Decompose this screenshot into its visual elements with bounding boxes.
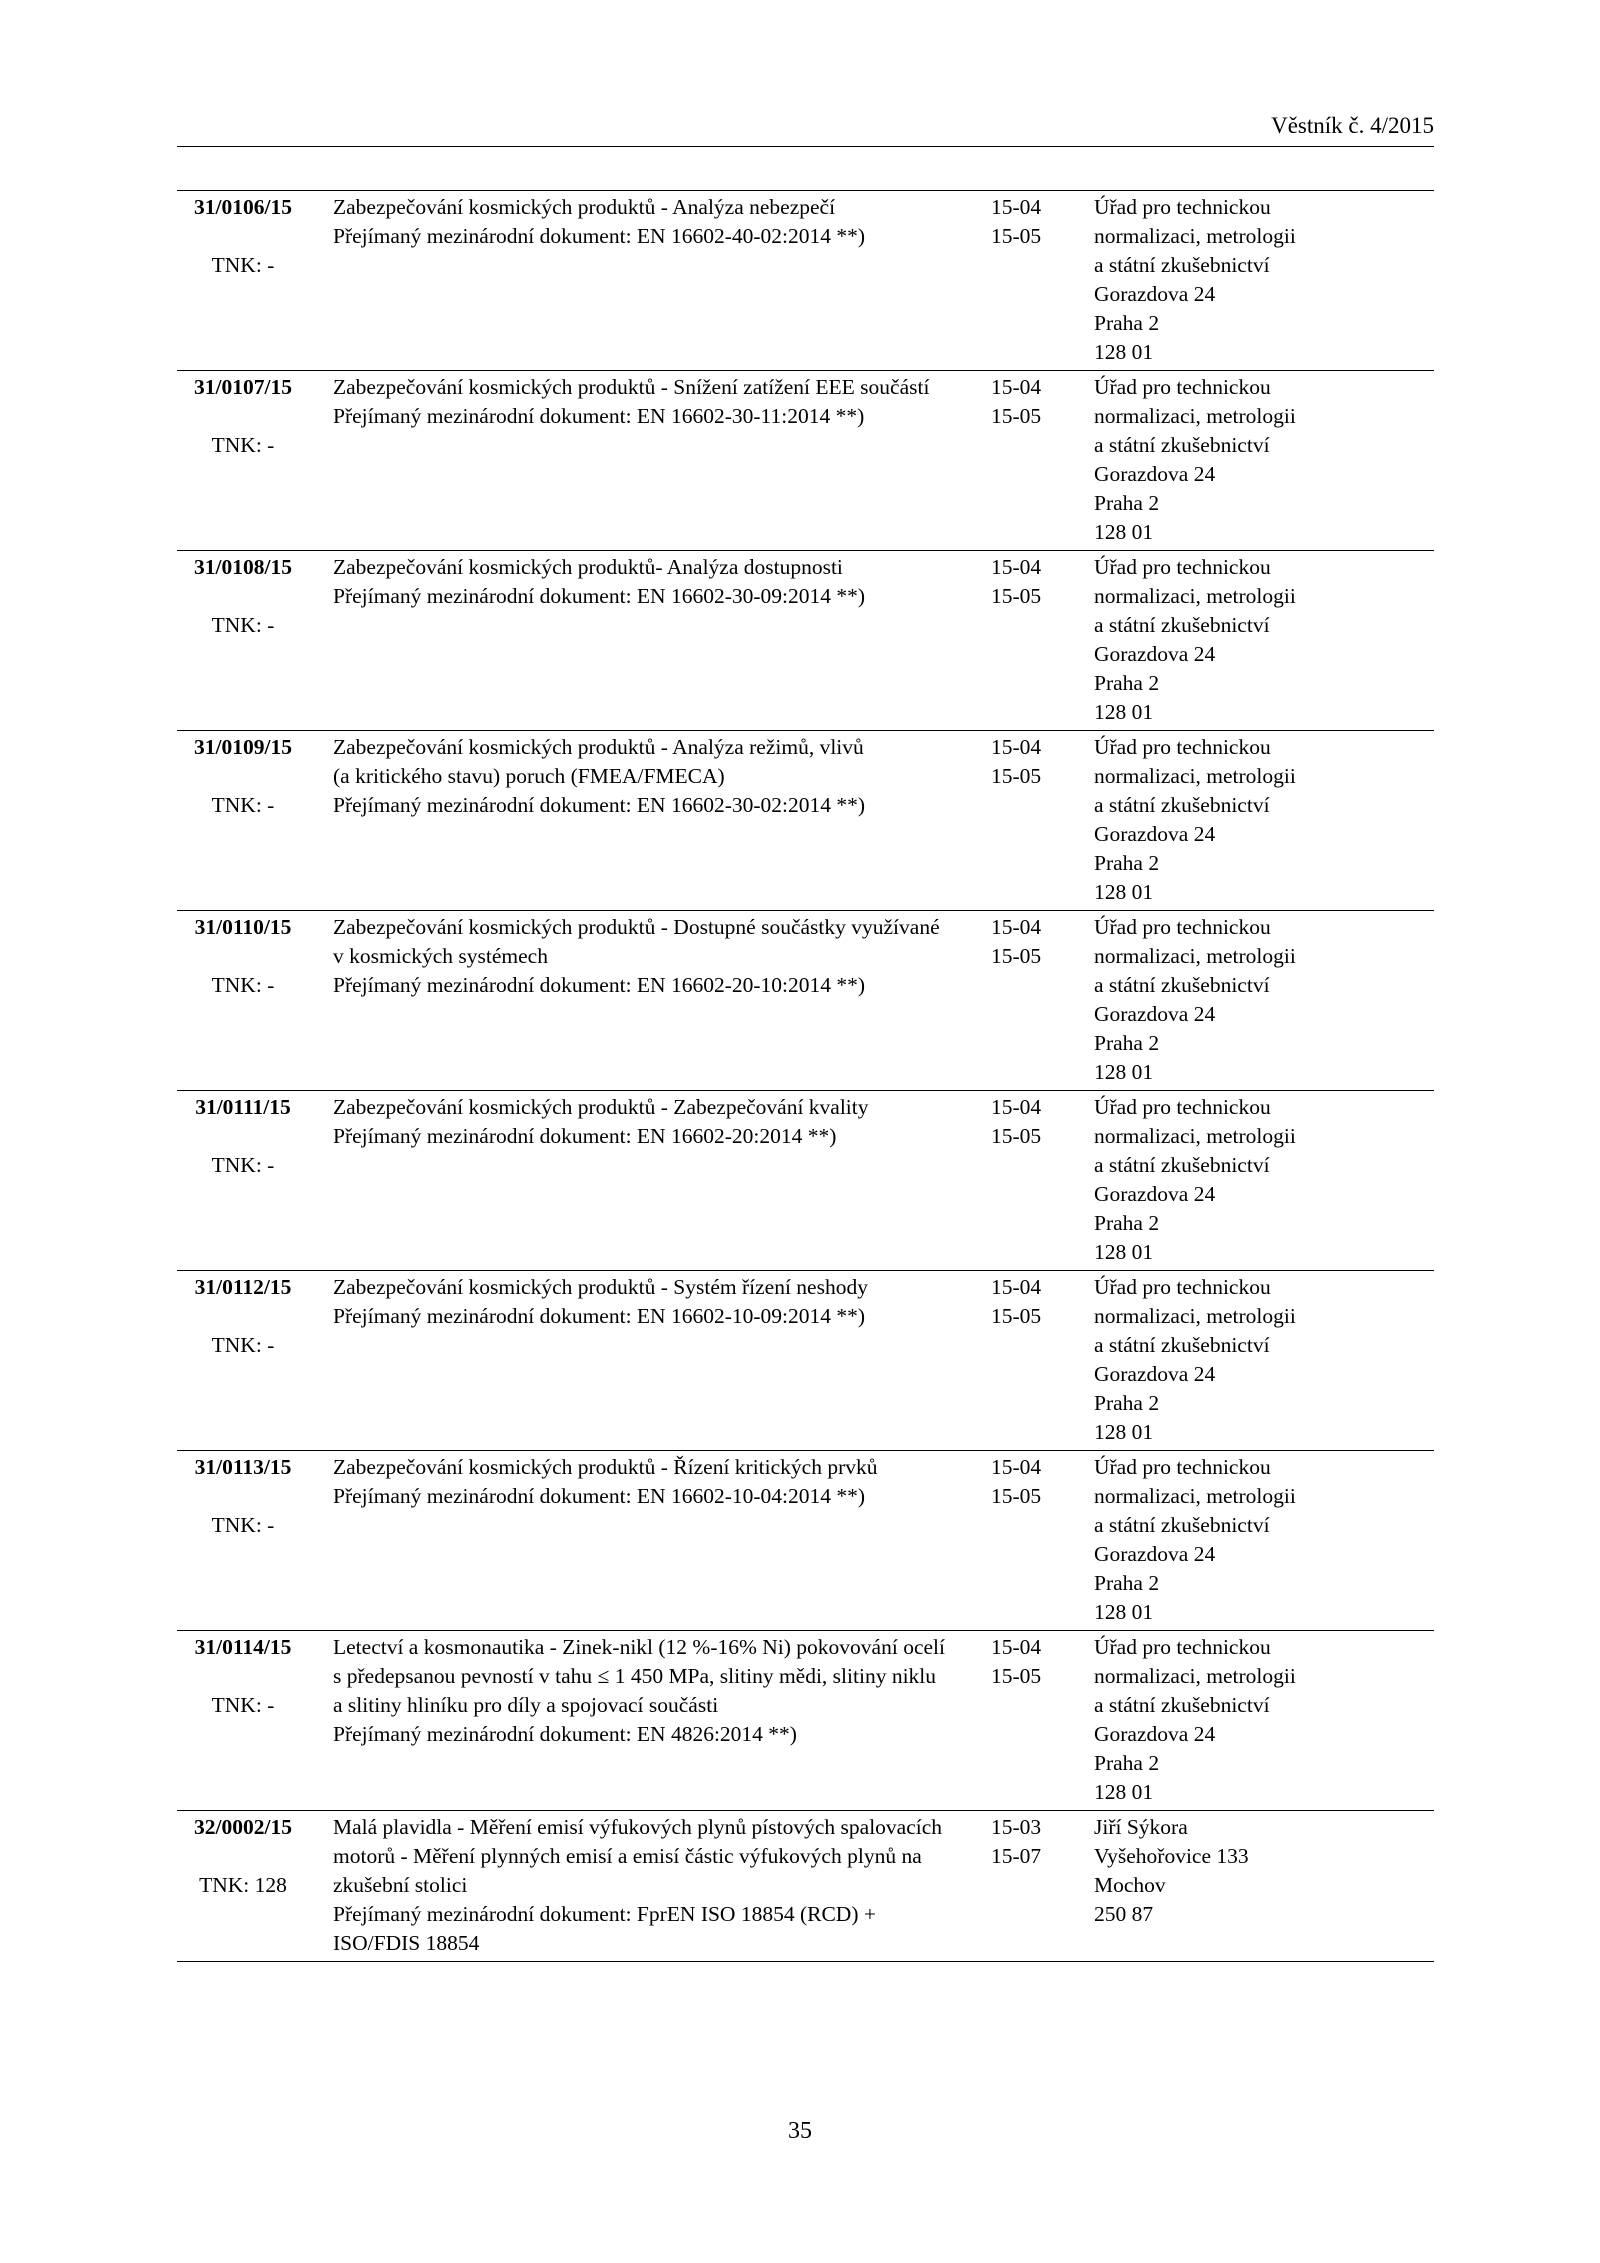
record-number: 31/0106/15 [194, 195, 292, 219]
record-number: 31/0108/15 [194, 555, 292, 579]
title-line: Přejímaný mezinárodní dokument: EN 16602-20-10:2014 **) [333, 973, 866, 997]
date-code: 15-03 [991, 1815, 1042, 1839]
record-codes-cell [987, 191, 1092, 371]
title-line: a slitiny hliníku pro díly a spojovací součásti [333, 1693, 719, 1717]
table-row [177, 731, 1434, 911]
title-line: Přejímaný mezinárodní dokument: FprEN ISO 18854 (RCD) + [333, 1902, 876, 1926]
title-line: Zabezpečování kosmických produktů - Analýza režimů, vlivů [333, 735, 864, 759]
record-codes-cell [987, 1631, 1092, 1811]
record-title-cell [317, 1631, 987, 1811]
record-title-cell [317, 1811, 987, 1962]
table-row [177, 1811, 1434, 1962]
date-code: 15-05 [991, 224, 1042, 248]
title-line: v kosmických systémech [333, 944, 548, 968]
record-address-cell [1092, 1451, 1434, 1631]
address-line: Úřad pro technickou [1094, 375, 1271, 399]
record-address-cell [1092, 1091, 1434, 1271]
address-line: Úřad pro technickou [1094, 1275, 1271, 1299]
address-line: a státní zkušebnictví [1094, 1333, 1270, 1357]
record-number: 31/0107/15 [194, 375, 292, 399]
address-line: Gorazdova 24 [1094, 822, 1216, 846]
record-title-cell [317, 731, 987, 911]
table-row [177, 1271, 1434, 1451]
address-line: Úřad pro technickou [1094, 1095, 1271, 1119]
date-code: 15-04 [991, 1455, 1042, 1479]
address-line: Gorazdova 24 [1094, 1542, 1216, 1566]
title-line: s předepsanou pevností v tahu ≤ 1 450 MPa, slitiny mědi, slitiny niklu [333, 1664, 937, 1688]
table-row [177, 1631, 1434, 1811]
table-row [177, 1091, 1434, 1271]
address-line: normalizaci, metrologii [1094, 1664, 1296, 1688]
record-id-cell [177, 731, 317, 911]
record-id-cell [177, 1811, 317, 1962]
address-line: Praha 2 [1094, 491, 1160, 515]
address-line: a státní zkušebnictví [1094, 973, 1270, 997]
address-line: Mochov [1094, 1873, 1166, 1897]
address-line: Praha 2 [1094, 671, 1160, 695]
address-line: Úřad pro technickou [1094, 915, 1271, 939]
address-line: Vyšehořovice 133 [1094, 1844, 1249, 1868]
address-line: a státní zkušebnictví [1094, 793, 1270, 817]
date-code: 15-04 [991, 195, 1042, 219]
address-line: Úřad pro technickou [1094, 1455, 1271, 1479]
record-address-cell [1092, 911, 1434, 1091]
record-number: 31/0114/15 [194, 1635, 292, 1659]
record-id-cell [177, 1631, 317, 1811]
address-line: Praha 2 [1094, 1391, 1160, 1415]
title-line: Zabezpečování kosmických produktů - Zabezpečování kvality [333, 1095, 869, 1119]
title-line: Přejímaný mezinárodní dokument: EN 16602-30-09:2014 **) [333, 584, 866, 608]
date-code: 15-04 [991, 1635, 1042, 1659]
address-line: normalizaci, metrologii [1094, 764, 1296, 788]
journal-title: Věstník č. 4/2015 [1271, 113, 1434, 138]
record-codes-cell [987, 911, 1092, 1091]
address-line: Praha 2 [1094, 1031, 1160, 1055]
record-address-cell [1092, 371, 1434, 551]
tnk-label: TNK: - [211, 1333, 275, 1357]
address-line: a státní zkušebnictví [1094, 1693, 1270, 1717]
date-code: 15-05 [991, 584, 1042, 608]
table-row [177, 1451, 1434, 1631]
record-number: 31/0109/15 [194, 735, 292, 759]
table-row [177, 551, 1434, 731]
record-codes-cell [987, 1271, 1092, 1451]
record-title-cell [317, 1091, 987, 1271]
address-line: a státní zkušebnictví [1094, 1153, 1270, 1177]
record-id-cell [177, 191, 317, 371]
record-codes-cell [987, 1091, 1092, 1271]
tnk-label: TNK: - [211, 1693, 275, 1717]
address-line: Gorazdova 24 [1094, 282, 1216, 306]
address-line: Úřad pro technickou [1094, 1635, 1271, 1659]
record-number: 31/0111/15 [195, 1095, 291, 1119]
address-line: Gorazdova 24 [1094, 1722, 1216, 1746]
record-number: 31/0113/15 [194, 1455, 292, 1479]
page-header [177, 112, 1434, 147]
date-code: 15-04 [991, 1275, 1042, 1299]
record-title-cell [317, 551, 987, 731]
date-code: 15-04 [991, 1095, 1042, 1119]
address-line: 128 01 [1094, 700, 1154, 724]
standards-table [177, 190, 1434, 1962]
address-line: a státní zkušebnictví [1094, 253, 1270, 277]
table-row [177, 371, 1434, 551]
address-line: 128 01 [1094, 1780, 1154, 1804]
record-codes-cell [987, 551, 1092, 731]
title-line: Zabezpečování kosmických produktů- Analýza dostupnosti [333, 555, 843, 579]
date-code: 15-04 [991, 735, 1042, 759]
tnk-label: TNK: - [211, 253, 275, 277]
standards-table-body [177, 191, 1434, 1962]
address-line: 128 01 [1094, 1060, 1154, 1084]
address-line: Praha 2 [1094, 1571, 1160, 1595]
title-line: Přejímaný mezinárodní dokument: EN 4826:2014 **) [333, 1722, 797, 1746]
record-codes-cell [987, 371, 1092, 551]
record-id-cell [177, 371, 317, 551]
record-number: 31/0112/15 [194, 1275, 292, 1299]
tnk-label: TNK: - [211, 1513, 275, 1537]
record-title-cell [317, 371, 987, 551]
record-title-cell [317, 911, 987, 1091]
title-line: (a kritického stavu) poruch (FMEA/FMECA) [333, 764, 725, 788]
page-number: 35 [788, 2118, 812, 2144]
address-line: Praha 2 [1094, 311, 1160, 335]
address-line: Gorazdova 24 [1094, 642, 1216, 666]
address-line: a státní zkušebnictví [1094, 433, 1270, 457]
title-line: motorů - Měření plynných emisí a emisí částic výfukových plynů na [333, 1844, 922, 1868]
record-address-cell [1092, 1271, 1434, 1451]
record-codes-cell [987, 731, 1092, 911]
title-line: Přejímaný mezinárodní dokument: EN 16602-20:2014 **) [333, 1124, 837, 1148]
title-line: ISO/FDIS 18854 [333, 1931, 480, 1955]
title-line: Letectví a kosmonautika - Zinek-nikl (12 %-16% Ni) pokovování ocelí [333, 1635, 945, 1659]
address-line: a státní zkušebnictví [1094, 1513, 1270, 1537]
address-line: a státní zkušebnictví [1094, 613, 1270, 637]
title-line: Přejímaný mezinárodní dokument: EN 16602-10-04:2014 **) [333, 1484, 866, 1508]
address-line: Gorazdova 24 [1094, 462, 1216, 486]
address-line: 128 01 [1094, 520, 1154, 544]
record-address-cell [1092, 1811, 1434, 1962]
date-code: 15-05 [991, 1304, 1042, 1328]
address-line: Praha 2 [1094, 1751, 1160, 1775]
title-line: zkušební stolici [333, 1873, 468, 1897]
address-line: 128 01 [1094, 1420, 1154, 1444]
date-code: 15-04 [991, 375, 1042, 399]
address-line: Praha 2 [1094, 1211, 1160, 1235]
address-line: normalizaci, metrologii [1094, 404, 1296, 428]
record-codes-cell [987, 1811, 1092, 1962]
record-address-cell [1092, 191, 1434, 371]
address-line: normalizaci, metrologii [1094, 1484, 1296, 1508]
address-line: normalizaci, metrologii [1094, 1304, 1296, 1328]
address-line: normalizaci, metrologii [1094, 584, 1296, 608]
tnk-label: TNK: - [211, 1153, 275, 1177]
title-line: Zabezpečování kosmických produktů - Řízení kritických prvků [333, 1455, 878, 1479]
record-id-cell [177, 1091, 317, 1271]
title-line: Přejímaný mezinárodní dokument: EN 16602-40-02:2014 **) [333, 224, 866, 248]
address-line: normalizaci, metrologii [1094, 224, 1296, 248]
tnk-label: TNK: - [211, 613, 275, 637]
record-title-cell [317, 1451, 987, 1631]
date-code: 15-05 [991, 1484, 1042, 1508]
address-line: 128 01 [1094, 1600, 1154, 1624]
record-number: 32/0002/15 [194, 1815, 292, 1839]
record-title-cell [317, 191, 987, 371]
address-line: Praha 2 [1094, 851, 1160, 875]
address-line: Jiří Sýkora [1094, 1815, 1188, 1839]
record-codes-cell [987, 1451, 1092, 1631]
table-row [177, 911, 1434, 1091]
address-line: Úřad pro technickou [1094, 195, 1271, 219]
address-line: 128 01 [1094, 1240, 1154, 1264]
date-code: 15-05 [991, 1124, 1042, 1148]
title-line: Zabezpečování kosmických produktů - Snížení zatížení EEE součástí [333, 375, 930, 399]
address-line: 128 01 [1094, 880, 1154, 904]
record-id-cell [177, 911, 317, 1091]
title-line: Malá plavidla - Měření emisí výfukových plynů pístových spalovacích [333, 1815, 943, 1839]
date-code: 15-04 [991, 555, 1042, 579]
table-row [177, 191, 1434, 371]
record-address-cell [1092, 731, 1434, 911]
address-line: Úřad pro technickou [1094, 555, 1271, 579]
title-line: Zabezpečování kosmických produktů - Systém řízení neshody [333, 1275, 868, 1299]
record-title-cell [317, 1271, 987, 1451]
title-line: Zabezpečování kosmických produktů - Analýza nebezpečí [333, 195, 836, 219]
address-line: Gorazdova 24 [1094, 1002, 1216, 1026]
title-line: Přejímaný mezinárodní dokument: EN 16602-30-02:2014 **) [333, 793, 866, 817]
record-number: 31/0110/15 [194, 915, 292, 939]
record-id-cell [177, 551, 317, 731]
address-line: normalizaci, metrologii [1094, 1124, 1296, 1148]
date-code: 15-05 [991, 944, 1042, 968]
date-code: 15-05 [991, 404, 1042, 428]
date-code: 15-04 [991, 915, 1042, 939]
title-line: Přejímaný mezinárodní dokument: EN 16602-30-11:2014 **) [333, 404, 865, 428]
title-line: Zabezpečování kosmických produktů - Dostupné součástky využívané [333, 915, 940, 939]
address-line: Gorazdova 24 [1094, 1182, 1216, 1206]
date-code: 15-05 [991, 764, 1042, 788]
record-address-cell [1092, 1631, 1434, 1811]
address-line: Úřad pro technickou [1094, 735, 1271, 759]
tnk-label: TNK: 128 [199, 1873, 287, 1897]
address-line: 250 87 [1094, 1902, 1154, 1926]
tnk-label: TNK: - [211, 973, 275, 997]
address-line: Gorazdova 24 [1094, 1362, 1216, 1386]
tnk-label: TNK: - [211, 793, 275, 817]
record-id-cell [177, 1451, 317, 1631]
date-code: 15-07 [991, 1844, 1042, 1868]
title-line: Přejímaný mezinárodní dokument: EN 16602-10-09:2014 **) [333, 1304, 866, 1328]
tnk-label: TNK: - [211, 433, 275, 457]
date-code: 15-05 [991, 1664, 1042, 1688]
record-address-cell [1092, 551, 1434, 731]
address-line: 128 01 [1094, 340, 1154, 364]
address-line: normalizaci, metrologii [1094, 944, 1296, 968]
record-id-cell [177, 1271, 317, 1451]
